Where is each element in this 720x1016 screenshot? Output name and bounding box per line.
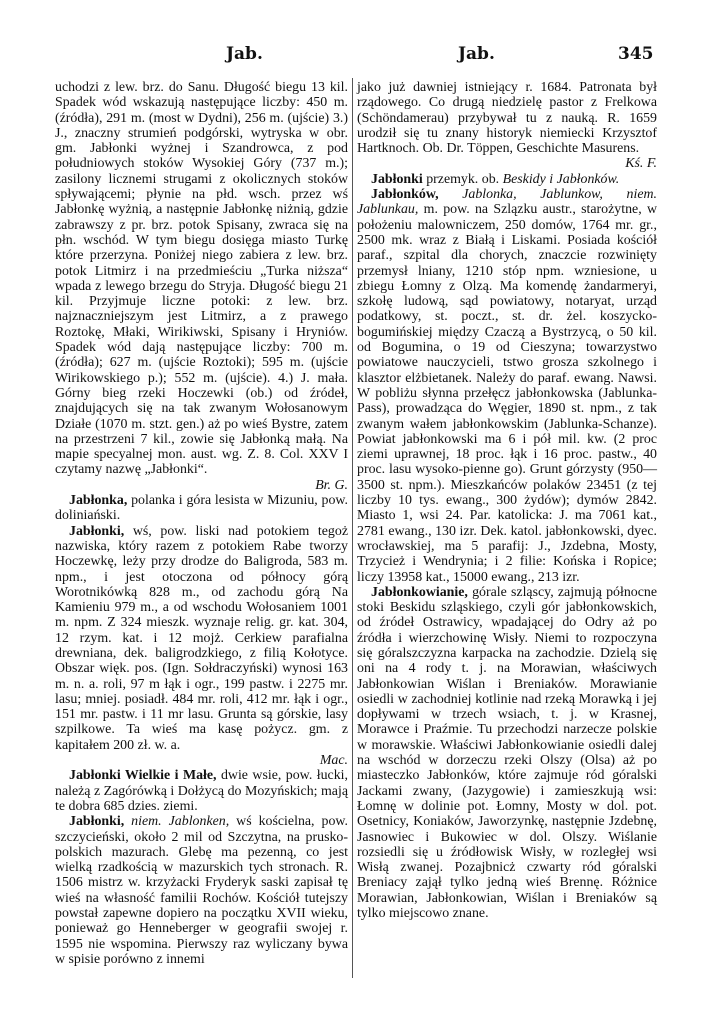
entry-text: wś, pow. liski nad potokiem tegoż nazwiska, który razem z potokiem Rabe tworzy Hoczewkę, leży przy drodze do Baligroda, 583 m. npm., i jest otoczona od północy górą Worotnikówką 828 m., od zachodu górą Na Kamieniu 979 m., a od wschodu Wołosaniem 1001 m. npm. Z 324 mieszk. wyznaje relig. gr. kat. 304, 12 rzym. kat. i 12 mojż. Cerkiew parafialna drewniana, dek. baligrodzkiego, z filią Kołotyce. Obszar więk. pos. (Ign. Sołdraczyński) wynosi 163 m. n. a. roli, 97 m łąk i ogr., 199 pastw. i 2275 mr. lasu; mniej. posiadł. 484 mr. roli, 412 mr. łąk i ogr., 151 mr. pastw. i 11 mr lasu. Grunta są górskie, lasy szpilkowe. Ta wieś ma kasę pożycz. gm. z kapitałem 200 zł. w. a. — [55, 523, 348, 753]
entry-paragraph — [55, 80, 348, 493]
entry-signature: Br. G. — [315, 477, 348, 493]
column-divider — [352, 78, 353, 978]
entry-foreign-name: niem. Jablonken, — [124, 814, 230, 830]
entry-cross-reference: Beskidy i Jabłonków. — [502, 171, 620, 187]
running-head-left: Jab. — [226, 44, 263, 64]
entry-text: przemyk. ob. — [422, 171, 503, 187]
running-head-right: Jab. — [458, 44, 495, 64]
page-number: 345 — [618, 44, 654, 64]
entry-paragraph — [55, 814, 348, 967]
entry-headword: Jabłonków, — [371, 187, 439, 203]
entry-text: dwie wsie, pow. łucki, należą z Zagórówką i Dołżycą do Mozyńskich; mają te dobra 685 dzies. ziemi. — [55, 768, 348, 814]
entry-headword: Jabłonki, — [69, 523, 125, 539]
entry-paragraph — [55, 493, 348, 524]
entry-signature: Kś. F. — [625, 156, 657, 172]
entry-headword: Jabłonki, — [69, 814, 125, 830]
entry-text: m. pow. na Szlązku austr., starożytne, w położeniu malowniczem, 250 domów, 1764 mr. gr., 2500 mk. wraz z Białą i Liskami. Posiada kościół paraf., szpital dla chorych, znaczcie rozwinięty przemysł lniany, 1210 stóp npm. wzniesione, u zbiegu Łomny z Olzą. Ma komendę żandarmeryi, szkołę ludową, sąd powiatowy, notaryat, urząd podatkowy, st. poczt., st. dr. żel. koszycko-bogumińskiej między Czaczą a Bystrzycą, o 50 kil. od Bogumina, o 19 od Cieszyna; towarzystwo powiatowe nauczycieli, tstwo grosza szkolnego i klasztor elżbietanek. Należy do paraf. ewang. Nawsi. W pobliżu słynna przełęcz jabłonkowska (Jablunka-Pass), prowadząca do Węgier, 1890 st. npm., z tak zwanym wałem jabłonkowskim (Jablunka-Schanze). Powiat jabłonkowski ma 6 i pół mil. kw. (2 proc ziemi uprawnej, 18 proc. łąk i 16 proc. pastw., 40 proc. lasu wysoko-pienne go). Grunt górzysty (950—3500 st. npm.). Mieszkańców polaków 23451 (z tej liczby 10 tys. ewang., 300 żydów); dymów 2842. Miasto 1, wsi 24. Par. katolicka: J. ma 7061 kat., 2781 ewang., 130 izr. Dek. katol. jabłonkowski, dyec. wrocławskiej, ma 5 parafij: J., Jzdebna, Mosty, Trzycież i Wendrynia; i 2 filie: Końska i Ropice; liczy 13958 kat., 15000 ewang., 213 izr. — [357, 202, 657, 585]
entry-text: polanka i góra lesista w Mizuniu, pow. doliniański. — [55, 493, 348, 524]
entry-paragraph — [357, 585, 657, 922]
page-header — [0, 44, 720, 74]
entry-headword: Jabłonkowianie, — [371, 584, 468, 600]
entry-paragraph — [357, 80, 657, 172]
entry-text: wś kościelna, pow. szczycieński, około 2 mil od Szczytna, na prusko-polskich mazurach. Glebę ma pezenną, co jest wielką rzadkością w mazurskich tych stronach. R. 1506 mistrz w. krzyżacki Fryderyk saski zapisał tę wieś na własność familii Rochów. Kościół tutejszy powstał zapewne dopiero na początku XVII wieku, ponieważ go Henneberger w geografii swojej r. 1595 nie wspomina. Pierwszy raz wyliczany bywa w spisie porówno z innemi — [55, 814, 348, 967]
entry-text: jako już dawniej istniejący r. 1684. Patronata był rządowego. Co drugą niedzielę pastor z Frelkowa (Schöndamerau) przybywał tu z nauką. R. 1659 urodził się tu znany historyk niemiecki Krzysztof Hartknoch. Ob. Dr. Töppen, Geschichte Masurens. — [357, 80, 657, 157]
entry-paragraph — [357, 172, 657, 187]
entry-paragraph — [357, 187, 657, 585]
right-column — [357, 80, 657, 921]
entry-text: uchodzi z lew. brz. do Sanu. Długość biegu 13 kil. Spadek wód wskazują następujące liczby: 450 m. (źródła), 291 m. (most w Dydni), 256 m. (ujście) 3.) J., znaczny strumień podgórski, wytryska w obr. gm. Jabłonki wyżnej i Szandrowca, z pod południowych stoków Wysokiej Góry (737 m.); zasilony licznemi strugami z okolicznych stoków spływającemi; płynie na płd. wsch. przez wś Jabłonkę wyżnią, a następnie Jabłonkę niżnią, gdzie zabrawszy z pr. brz. potok Spisany, zwraca się na płn. wschód. W tym biegu dosięga miasto Turkę które przerzyna. Poniżej niego zabiera z lew. brz. potok Litmirz i na przedmieściu „Turka niższa“ wpada z lewego brzegu do Stryja. Długość biegu 21 kil. Przyjmuje liczne potoki: z lew. brz. najznaczniejszym jest Litmirz, a z prawego Roztokę, Młaki, Wirikiwski, Spisany i Hryniów. Spadek wód dają następujące liczby: 700 m. (źródła); 627 m. (ujście Roztoki); 595 m. (ujście Wirikowskiego p.); 552 m. (ujście). 4.) J. mała. Górny bieg rzeki Hoczewki (ob.) od źródeł, znajdujących się na tak zwanym Wołosanowym Działe (1070 m. stzt. gen.) aż po wieś Bystre, zatem na przestrzeni 7 kil., zowie się Jabłonką małą. Na mapie specyalnej mon. aust. wg. Z. 8. Col. XXV I czytamy nazwę „Jabłonki“. — [55, 80, 348, 478]
entry-paragraph — [55, 768, 348, 814]
entry-signature: Mac. — [319, 753, 348, 769]
entry-headword: Jabłonki — [371, 171, 423, 187]
entry-paragraph — [55, 524, 348, 769]
entry-foreign-name: Jablonka, Jablunkow, niem. Jablunkau, — [357, 187, 657, 218]
entry-text: górale szląscy, zajmują północne stoki Beskidu szląskiego, czyli gór jabłonkowskich, od źródeł Ostrawicy, wpadającej do Odry aż po źródła i wierzchowinę Wisły. Niemi to rozpoczyna się góralszczyzna karpacka na zachodzie. Dzielą się oni na 4 rody t. j. na Morawian, właściwych Jabłonkowian Wiślan i Breniaków. Morawianie osiedli w zachodniej kotlinie nad rzeką Morawką i jej dopływami w trzech wsiach, t. j. w Krasnej, Morawce i Praźmie. Tu przechodzi narzecze polskie w morawskie. Właściwi Jabłonkowianie osiedli dalej na wschód w dorzeczu rzeki Olszy (Olsa) aż po miasteczko Jabłonków, które zajmuje ród góralski Jackami zwany, (Jazygowie) i zamieszkują wsi: Łomnę w dolinie pot. Łomny, Mosty w dol. pot. Osetnicy, Koniaków, Jaworzynkę, następnie Jzdebnę, Jasnowiec i Bukowiec w dol. Olszy. Wiślanie rozsiedli się u źródłowisk Wisły, w rozległej wsi Wisłą zwanej. Pozajbnicż czwarty ród góralski Breniacy zajął tylko jedną wieś Brennę. Różnice Morawian, Jabłonkowian, Wiślan i Breniaków są tylko miejscowo znane. — [357, 584, 657, 922]
entry-headword: Jabłonka, — [69, 493, 128, 509]
entry-headword: Jabłonki Wielkie i Małe, — [69, 768, 217, 784]
left-column — [55, 80, 348, 967]
